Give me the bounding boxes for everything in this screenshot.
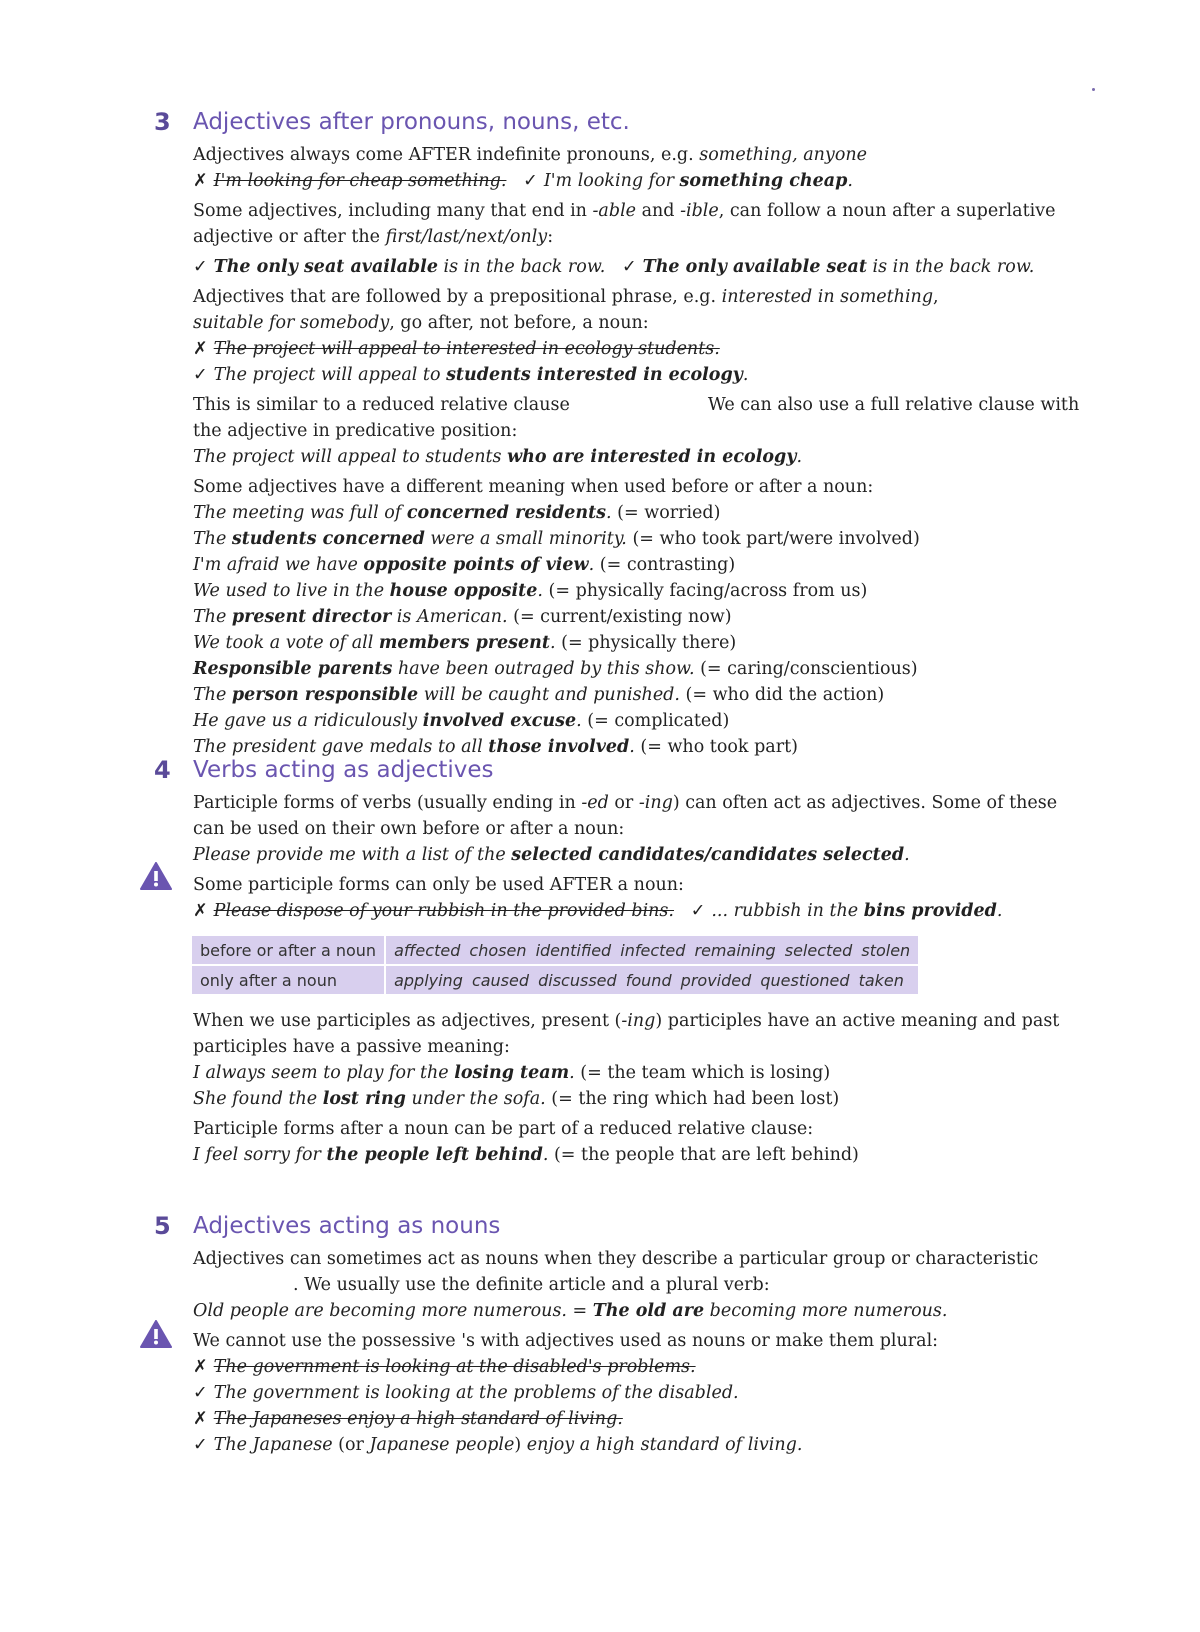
check-icon: ✓ (690, 901, 706, 921)
check-icon: ✓ (622, 257, 637, 277)
cross-icon: ✗ (193, 171, 208, 191)
meaning-example: The meeting was full of concerned residents. (= worried) (193, 503, 721, 523)
example-line: ✓ The project will appeal to students interested in ecology. (193, 365, 749, 385)
section-heading (140, 756, 1080, 790)
section-number: 4 (154, 756, 171, 784)
paragraph: Participle forms after a noun can be part of a reduced relative clause: (193, 1119, 814, 1139)
meaning-example: We used to live in the house opposite. (= physically facing/across from us) (193, 581, 868, 601)
wrong-example: I'm looking for cheap something. (213, 171, 507, 191)
example-line: She found the lost ring under the sofa. (= the ring which had been lost) (193, 1089, 840, 1109)
page-marker (1092, 88, 1095, 91)
section-heading (140, 1212, 1080, 1246)
meaning-example: The students concerned were a small minority. (= who took part/were involved) (193, 529, 920, 549)
wrong-example: The Japaneses enjoy a high standard of living. (213, 1409, 623, 1429)
cross-icon: ✗ (193, 1357, 208, 1377)
example-line (193, 1406, 1080, 1432)
cross-icon: ✗ (193, 901, 208, 921)
table-label-cell: before or after a noun (192, 936, 384, 964)
meaning-example: Responsible parents have been outraged by this show. (= caring/conscientious) (193, 659, 918, 679)
meaning-example: He gave us a ridiculously involved excuse. (= complicated) (193, 711, 730, 731)
section-title: Verbs acting as adjectives (193, 757, 494, 783)
section-heading (140, 108, 1080, 142)
example-line: Old people are becoming more numerous. = The old are becoming more numerous. (193, 1301, 948, 1321)
check-icon: ✓ (523, 171, 538, 191)
section-number: 5 (154, 1212, 171, 1240)
example-line: Please provide me with a list of the selected candidates/candidates selected. (193, 845, 910, 865)
example-line: I always seem to play for the losing team. (= the team which is losing) (193, 1063, 831, 1083)
wrong-example: The government is looking at the disabled's problems. (213, 1357, 696, 1377)
paragraph: This is similar to a reduced relative clause We can also use a full relative clause with the adjective in predicative position: (193, 395, 1080, 441)
example-line (193, 1354, 1080, 1380)
check-icon: ✓ (193, 1435, 208, 1455)
check-icon: ✓ (193, 257, 208, 277)
table-label-cell: only after a noun (192, 966, 384, 994)
section-5 (140, 1212, 1080, 1458)
warning-icon (140, 862, 172, 890)
check-icon: ✓ (193, 1383, 208, 1403)
example-line: The project will appeal to students who are interested in ecology. (193, 447, 803, 467)
paragraph: Adjectives always come AFTER indefinite pronouns, e.g. something, anyone (193, 145, 867, 165)
meaning-example: We took a vote of all members present. (= physically there) (193, 633, 737, 653)
paragraph: Participle forms of verbs (usually ending in -ed or -ing) can often act as adjectives. Some of these can be used on their own before or after a noun: (193, 793, 1058, 839)
meaning-example: The president gave medals to all those involved. (= who took part) (193, 737, 798, 757)
cross-icon: ✗ (193, 339, 208, 359)
meaning-list (193, 500, 1080, 760)
paragraph: We cannot use the possessive 's with adjectives used as nouns or make them plural: (193, 1331, 939, 1351)
participle-table (190, 934, 920, 996)
check-icon: ✓ (193, 365, 208, 385)
section-number: 3 (154, 108, 171, 136)
table-words-cell: affected chosen identified infected remaining selected stolen (386, 936, 918, 964)
table-row (192, 936, 918, 964)
example-line: ✓ The only seat available is in the back row. ✓ The only available seat is in the back row. (193, 257, 1035, 277)
paragraph: Adjectives can sometimes act as nouns when they describe a particular group or characteristic. We usually use the definite article and a plural verb: (193, 1249, 1039, 1295)
cross-icon: ✗ (193, 1409, 208, 1429)
meaning-example: I'm afraid we have opposite points of view. (= contrasting) (193, 555, 736, 575)
warning-icon (140, 1320, 172, 1348)
example-line: ✓ The Japanese (or Japanese people) enjoy a high standard of living. (193, 1435, 803, 1455)
example-line: I feel sorry for the people left behind. (= the people that are left behind) (193, 1145, 859, 1165)
wrong-example: The project will appeal to interested in ecology students. (213, 339, 720, 359)
section-4 (140, 756, 1080, 1168)
meaning-example: The present director is American. (= current/existing now) (193, 607, 732, 627)
wrong-example: Please dispose of your rubbish in the provided bins. (213, 901, 674, 921)
meaning-example: The person responsible will be caught and punished. (= who did the action) (193, 685, 885, 705)
example-line: ✓ The government is looking at the problems of the disabled. (193, 1383, 739, 1403)
paragraph: Adjectives that are followed by a prepositional phrase, e.g. interested in something, (193, 287, 939, 307)
paragraph: Some adjectives have a different meaning when used before or after a noun: (193, 477, 874, 497)
paragraph: suitable for somebody, go after, not before, a noun: (193, 313, 649, 333)
paragraph: Some participle forms can only be used AFTER a noun: (193, 875, 684, 895)
example-line: ✗ Please dispose of your rubbish in the provided bins. ✓ ... rubbish in the bins provided. (193, 901, 1003, 921)
table-words-cell: applying caused discussed found provided questioned taken (386, 966, 918, 994)
paragraph: Some adjectives, including many that end in -able and -ible, can follow a noun after a superlative adjective or after the first/last/next/only: (193, 201, 1056, 247)
section-title: Adjectives acting as nouns (193, 1213, 501, 1239)
table-row (192, 966, 918, 994)
section-title: Adjectives after pronouns, nouns, etc. (193, 109, 630, 135)
paragraph: When we use participles as adjectives, present (-ing) participles have an active meaning and past participles have a passive meaning: (193, 1011, 1060, 1057)
example-line: ✗ I'm looking for cheap something. ✓ I'm looking for something cheap. (193, 171, 853, 191)
example-line (193, 336, 1080, 362)
section-3 (140, 108, 1080, 760)
